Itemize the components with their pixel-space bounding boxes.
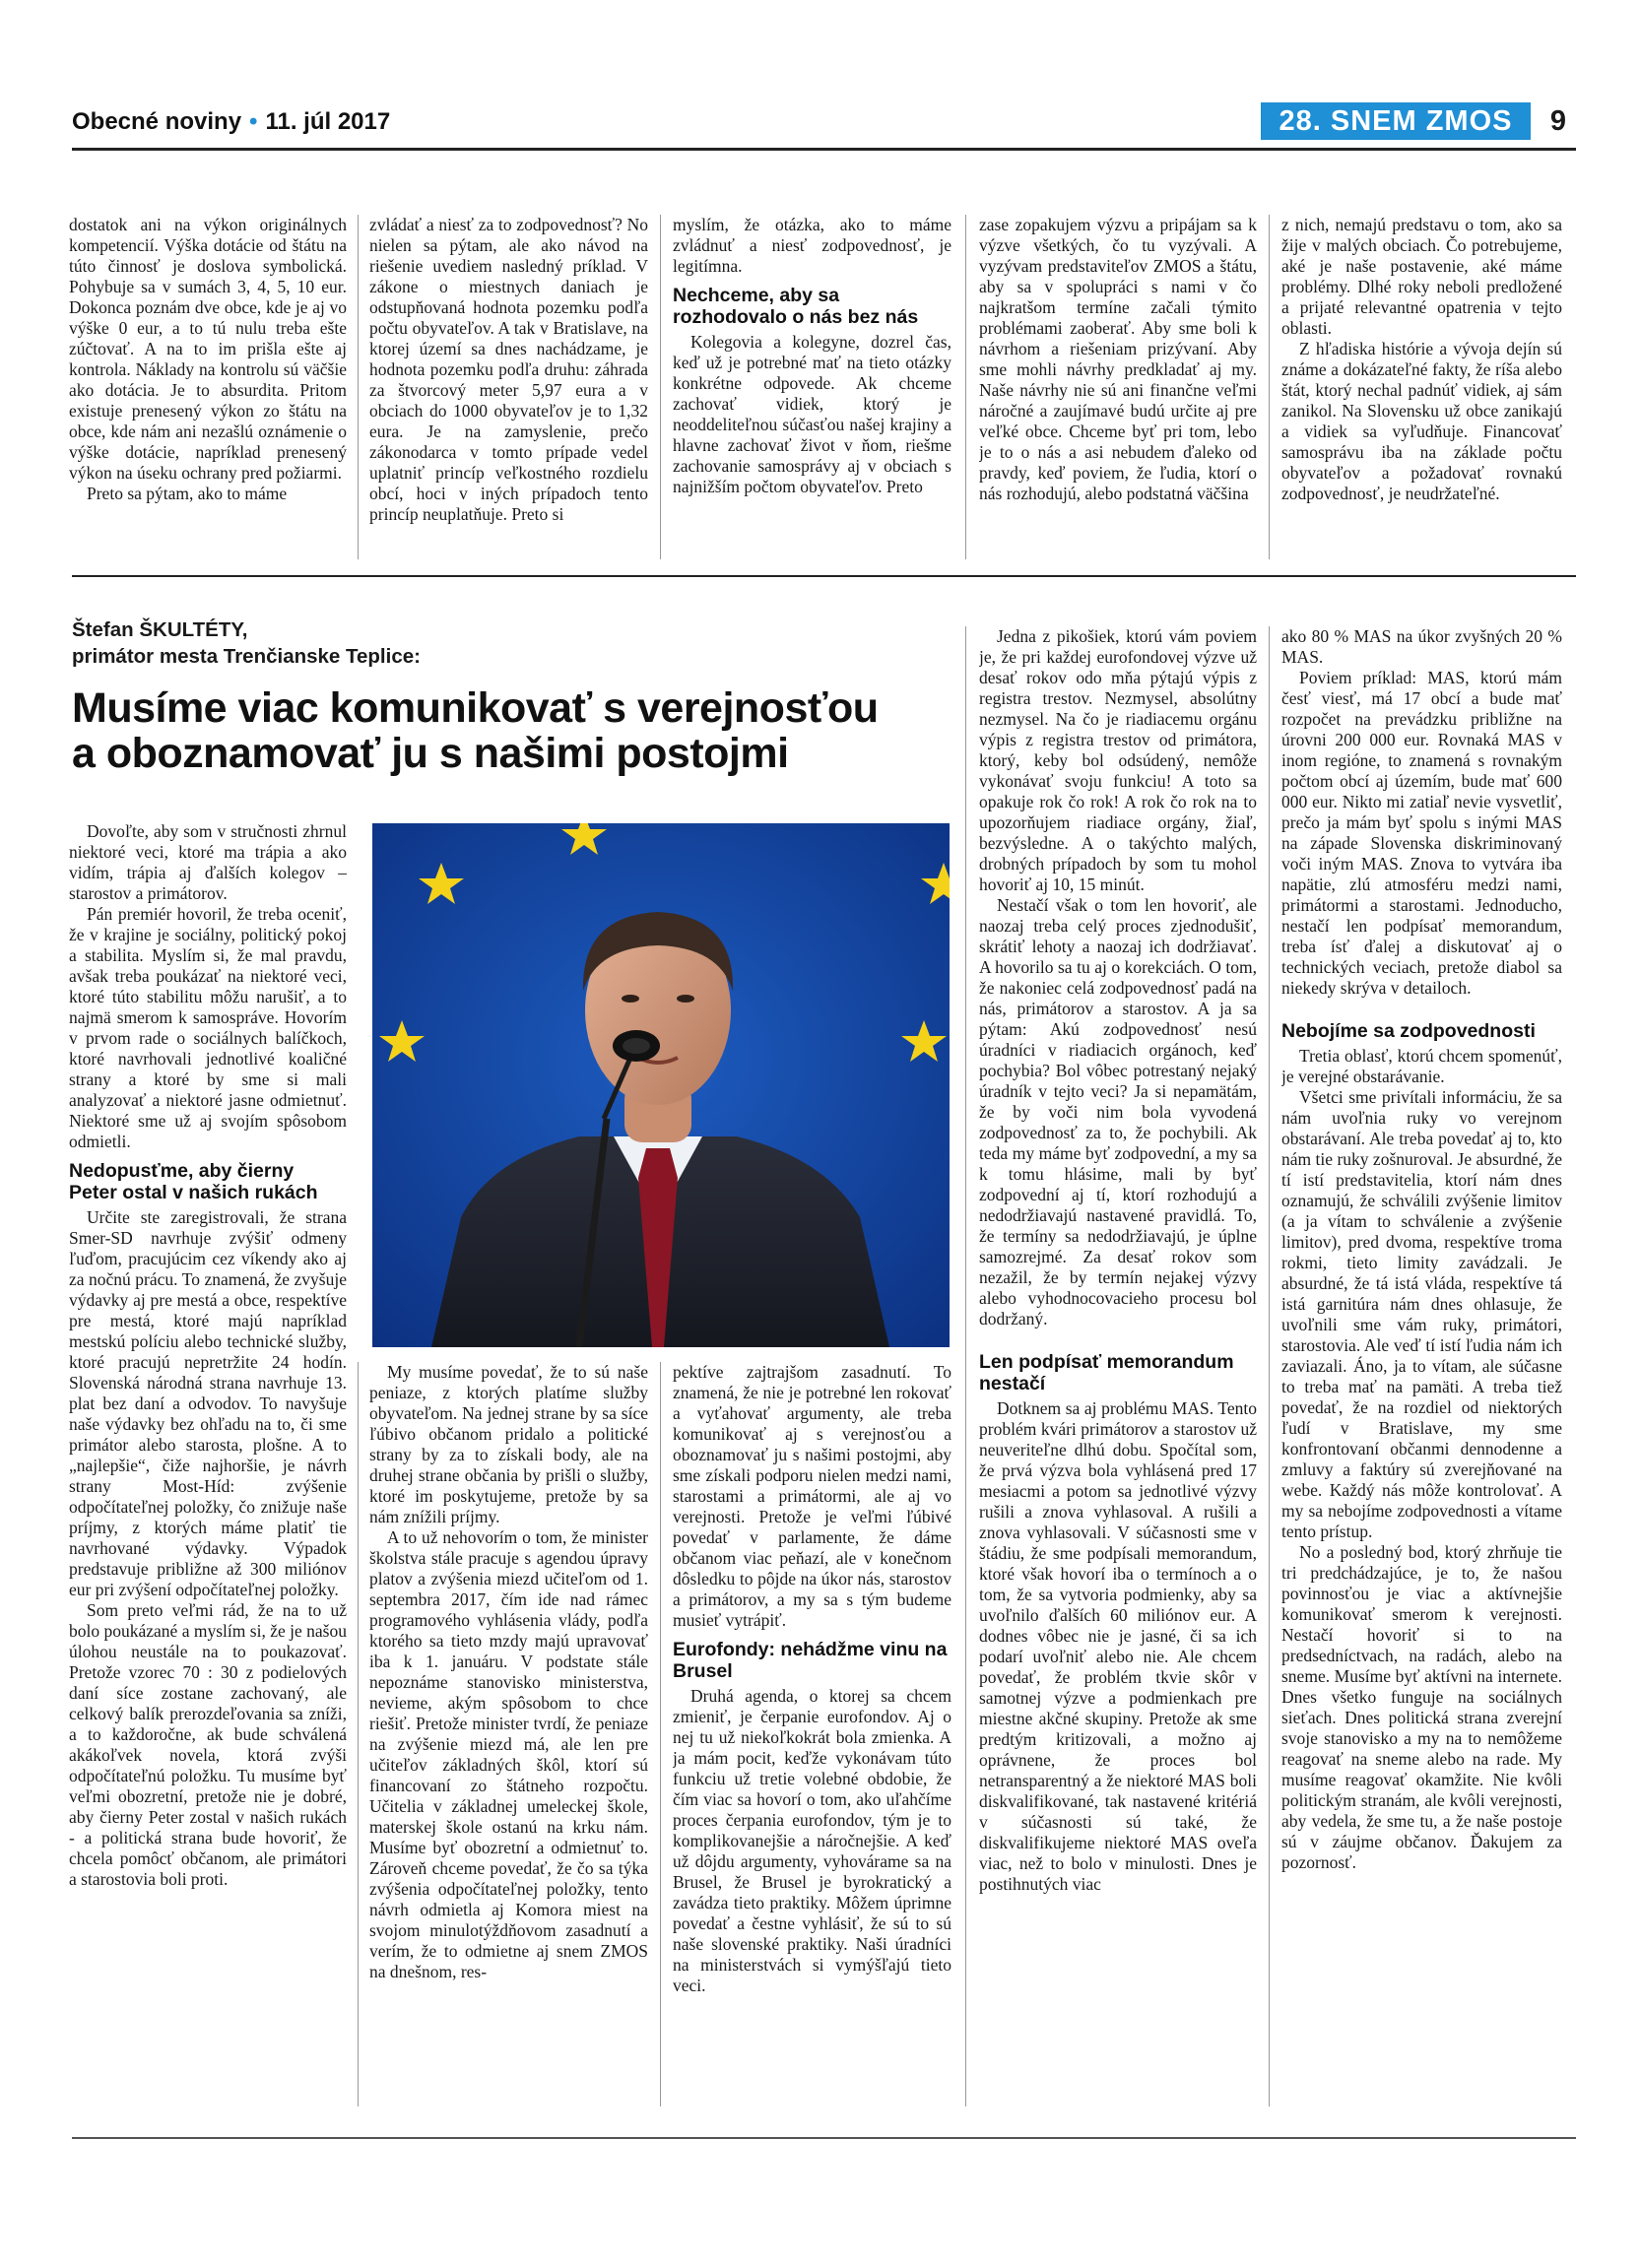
paragraph: Z hľadiska histórie a vývoja dejín sú známe a dokázateľné fakty, že ríša alebo štát, ktorý nechal padnúť vidiek, aj sám zanikol. Na Slovensku už obce zanikajú a vidiek sa vyľudňuje. Financovať samosprávu iba na základe počtu obyvateľov a požadovať rovnakú zodpovednosť, je neudržateľné.: [1281, 339, 1562, 503]
top-article-column-4: [979, 215, 1257, 559]
paragraph: Preto sa pýtam, ako to máme: [87, 484, 288, 503]
paragraph: Som preto veľmi rád, že na to už bolo poukázané a myslím si, že je našou úlohou neustále na to poukazovať. Pretože vzorec 70 : 30 z podielových daní síce zostane zachovaný, ale celkový balík prerozdeľovania sa zníži, a to každoročne, ak bude schválená akákoľvek novela, ktorá zvýši odpočítateľnú položku. Tu musíme byť veľmi obozretní, pretože nie je dobré, aby čierny Peter zostal v našich rukách - a politická strana bude hovoriť, že chcela pomôcť občanom, ale primátori a starostovia boli proti.: [69, 1600, 347, 1889]
headline-line: a oboznamovať ju s našimi postojmi: [72, 730, 789, 777]
header-rule: [72, 148, 1576, 151]
paragraph: myslím, že otázka, ako to máme zvládnuť a niesť zodpovednosť, je legitímna.: [673, 215, 951, 276]
paragraph: dostatok ani na výkon originálnych kompetencií. Výška dotácie od štátu na túto činnosť je doslova symbolická. Pohybuje sa v sumách 3, 4, 5, 10 eur. Dokonca poznám dve obce, kde je aj vo výške 0 eur, a to tú nulu treba ešte zúčtovať. A na to im prišla ešte aj kontrola. Náklady na kontrolu sú väčšie ako dotácia. Je to absurdita. Pritom existuje prenesený výkon zo štátu na obce, kde nám ani nezašlú oznámenie o výške dotácie, napríklad prenesený výkon na úseku ochrany pred požiarmi.: [69, 215, 347, 483]
newspaper-header: [72, 108, 390, 136]
top-article-column-3: [673, 215, 951, 559]
column-divider: [1269, 215, 1270, 559]
section-label: 28. SNEM ZMOS: [1261, 102, 1531, 140]
paragraph: Všetci sme privítali informáciu, že sa nám uvoľnia ruky vo verejnom obstarávaní. Ale treba povedať aj to, kto nám tie ruky zošnuroval. Je absurdné, že tí istí predstavitelia, ktorí nám dnes oznamujú, že schválili zvýšenie limitov (a ja vítam to schválenie a zvýšenie limitov), pred dvoma, respektíve troma rokmi, tieto limity zavádzali. Je absurdné, že tá istá vláda, respektíve tá istá garnitúra nám dnes ohlasuje, že uvoľnili sme vám ruky, primátori, starostovia. Ale veď tí istí ľudia nám ich zaviazali. Áno, ja to vítam, ale súčasne to treba mať na pamäti. A treba tiež povedať, že na rozdiel od niektorých ľudí v Bratislave, my sme konfrontovaní občanmi dennodenne a zmluvy a faktúry sú zverejňované na webe. Každý nás môže kontrolovať. A my sa nebojíme zodpovednosti a vítame tento prístup.: [1281, 1087, 1562, 1541]
article-column-4: [979, 626, 1257, 2106]
paragraph: My musíme povedať, že to sú naše peniaze, z ktorých platíme služby obyvateľom. Na jednej strane by sa síce ľúbivo občanom pridalo a politické strany by za to získali body, ale na druhej strane občania by prišli o služby, ktoré im poskytujeme, pretože by sa nám znížili príjmy.: [369, 1362, 648, 1526]
paragraph: zvládať a niesť za to zodpovednosť? No nielen sa pýtam, ale ako návod na riešenie uvediem nasledný príklad. V zákone o miestnych daniach je odstupňovaná hodnota pozemku podľa počtu obyvateľov. A tak v Bratislave, na ktorej území sa dnes nachádzame, je hodnota pozemku podľa druhu: záhrada za štvorcový meter 5,97 eura a v obciach do 1000 obyvateľov je to 1,32 eura. Je na zamyslenie, prečo zákonodarca v tomto prípade vedel uplatniť princíp veľkostného rozdielu obcí, hoci v iných prípadoch tento princíp neuplatňuje. Preto si: [369, 215, 648, 524]
paragraph: Dovoľte, aby som v stručnosti zhrnul niektoré veci, ktoré ma trápia a ako vidím, trápia aj ďalších kolegov – starostov a primátorov.: [69, 821, 347, 903]
paragraph: z nich, nemajú predstavu o tom, ako sa žije v malých obciach. Čo potrebujeme, aké je naše postavenie, aké máme problémy. Dlhé roky neboli predložené a prijaté relevantné opatrenia v tejto oblasti.: [1281, 215, 1562, 338]
paragraph: Kolegovia a kolegyne, dozrel čas, keď už je potrebné mať na tieto otázky konkrétne odpovede. Ak chceme zachovať vidiek, ktorý je neoddeliteľnou súčasťou našej krajiny a hlavne zachovať život v ňom, riešme zachovanie samosprávy aj v obciach s najnižším počtom obyvateľov. Preto: [673, 332, 951, 496]
column-divider: [358, 215, 359, 559]
paragraph: Určite ste zaregistrovali, že strana Smer-SD navrhuje zvýšiť odmeny ľuďom, pracujúcim cez víkendy ako aj za nočnú prácu. To znamená, že zvyšuje výdavky aj pre mestá a obce, respektíve pre mestá, ktoré majú napríklad mestskú políciu alebo technické služby, ktoré pracujú nepretržite 24 hodín. Slovenská národná strana navrhuje 13. plat bez daní a odvodov. To navyšuje naše výdavky bez ohľadu na to, či sme primátor alebo starosta, plošne. A to „najlepšie“, čiže najhoršie, je návrh strany Most-Híd: zvýšenie odpočítateľnej položky, čo znižuje naše príjmy, z ktorých máme platiť tie navrhované výdavky. Výpadok predstavuje približne až 300 miliónov eur pri zvýšení odpočítateľnej položky.: [69, 1207, 347, 1599]
paragraph: A to už nehovorím o tom, že minister školstva stále pracuje s agendou úpravy platov a zvýšenia miezd učiteľom od 1. septembra 2017, čím ide nad rámec programového vyhlásenia vlády, podľa ktorého sa tieto mzdy majú upravovať iba k 1. januáru. V podstate stále nepoznáme stanovisko ministerstva, nevieme, akým spôsobom to chce riešiť. Pretože minister tvrdí, že peniaze na zvýšenie miezd má, ale len pre učiteľov základných škôl, ktorí sú financovaní zo štátneho rozpočtu. Učitelia v základnej umeleckej škole, materskej škole ostanú na krku nám. Musíme byť obozretní a odmietnuť to. Zároveň chceme povedať, že čo sa týka zvýšenia odpočítateľnej položky, tento návrh odmietla aj Komora miest na svojom minulotýždňovom zasadnutí a verím, že to odmietne aj snem ZMOS na dnešnom, res-: [369, 1527, 648, 1981]
column-divider: [660, 1362, 661, 2106]
article-headline: [72, 685, 958, 776]
subheading: Nebojíme sa zodpovednosti: [1281, 1020, 1536, 1042]
column-divider: [965, 215, 966, 559]
paragraph: Nestačí však o tom len hovoriť, ale naozaj treba celý proces zjednodušiť, skrátiť lehoty a naozaj ich dodržiavať. A hovorilo sa tu aj o korekciách. O tom, že nakoniec celá zodpovednosť padá na nás, primátorov a starostov. A ja sa pýtam: Akú zodpovednosť nesú úradníci v riadiacich orgánoch, keď pochybia? Bol vôbec potrestaný nejaký úradník v tejto veci? Ja si nepamätám, že by voči nim bola vyvodená zodpovednosť za to, že pochybili. Ak teda my máme byť zodpovední, a my sa k tomu hlásime, mali by byť zodpovední aj tí, ktorí rozhodujú a nedodržiavajú nastavené pravidlá. To, že termíny sa nedodržiavajú, je úplne samozrejmé. Za desať rokov som nezažil, že by termín nejakej výzvy alebo vyhodnocovacieho procesu bol dodržaný.: [979, 895, 1257, 1328]
column-divider: [1269, 626, 1270, 2106]
author-name: Štefan ŠKULTÉTY,: [72, 618, 248, 641]
paragraph: Jedna z pikošiek, ktorú vám poviem je, že pri každej eurofondovej výzve už desať rokov odo mňa pýtajú výpis z registra trestov. Nezmysel, absolútny nezmysel. Na čo je riadiacemu orgánu výpis z registra trestov od primátora, ktorý, keby bol odsúdený, nemôže vykonávať svoju funkciu! A toto sa opakuje rok čo rok! A rok čo rok na to upozorňujem riadiace orgány, žiaľ, bezvýsledne. A o takýchto malých, drobných prípadoch by som tu mohol hovoriť aj 10, 15 minút.: [979, 626, 1257, 894]
paragraph: ako 80 % MAS na úkor zvyšných 20 % MAS.: [1281, 626, 1562, 667]
paragraph: Pán premiér hovoril, že treba oceniť, že v krajine je sociálny, politický pokoj a stabilita. Myslím si, že mal pravdu, avšak treba poukázať na niektoré veci, ktoré túto stabilitu môžu narušiť, a to najmä smerom k samospráve. Hovorím v prvom rade o sociálnych balíčkoch, ktoré navrhovali jednotlivé koaličné strany a ktoré by sme si mali analyzovať a niektoré jasne odmietnuť. Niektoré sme už aj svojím spôsobom odmietli.: [69, 904, 347, 1151]
article-divider: [72, 575, 1576, 577]
speaker-photo: [372, 823, 950, 1347]
top-article-column-2: [369, 215, 648, 559]
paragraph: No a posledný bod, ktorý zhrňuje tie tri predchádzajúce, je to, že našou povinnosťou je viac a aktívnejšie komunikovať smerom k verejnosti. Nestačí hovoriť si to na predsedníctvach, na radách, alebo na sneme. Musíme byť aktívni na internete. Dnes všetko funguje na sociálnych sieťach. Dnes politická strana zverejní svoje stanovisko a my na to nemôžeme reagovať na sneme alebo na rade. My musíme reagovať okamžite. Nie kvôli politickým stranám, ale kvôli verejnosti, aby vedela, že sme tu, a že naše postoje sú v záujme občanov. Ďakujem za pozornosť.: [1281, 1542, 1562, 1872]
article-column-5: [1281, 626, 1562, 2106]
author-byline: [72, 616, 958, 670]
column-divider: [965, 626, 966, 2106]
author-role: primátor mesta Trenčianske Teplice:: [72, 645, 421, 668]
footer-rule: [72, 2137, 1576, 2139]
subheading: Len podpísať memorandum nestačí: [979, 1351, 1234, 1394]
paragraph: Druhá agenda, o ktorej sa chcem zmieniť, je čerpanie eurofondov. Aj o nej tu už niekoľkokrát bola zmienka. A ja mám pocit, keďže vykonávam túto funkciu už tretie volebné obdobie, že čím viac sa hovorí o tom, ako uľahčíme proces čerpania eurofondov, tým je to komplikovanejšie a náročnejšie. A keď už dôjdu argumenty, vyhovárame sa na Brusel, že Brusel je byrokratický a zavádza tieto praktiky. Môžem úprimne povedať a čestne vyhlásiť, že sú to sú naše slovenské praktiky. Naši úradníci na ministerstvách si vymýšľajú tieto veci.: [673, 1686, 951, 1995]
article-column-1: [69, 821, 347, 2106]
page-number: 9: [1549, 105, 1567, 137]
headline-line: Musíme viac komunikovať s verejnosťou: [72, 684, 879, 732]
paper-name: Obecné noviny: [72, 108, 242, 135]
header-separator: •: [249, 108, 258, 135]
column-divider: [660, 215, 661, 559]
paragraph: Dotknem sa aj problému MAS. Tento problém kvári primátorov a starostov už neuveriteľne dlhú dobu. Spočítal som, že prvá výzva bola vyhlásená pred 17 mesiacmi a potom sa jednotlivé výzvy rušili a znova vyhlasoval. A rušili a znova vyhlasovali. V súčasnosti sme v štádiu, že sme podpísali memorandum, ktoré však hovorí iba o termínoch a o tom, že sa vytvoria podmienky, aby sa uvoľnilo ďalších 60 miliónov eur. A dodnes vôbec nie je jasné, či sa ich podarí uvoľniť alebo nie. Ale chcem povedať, že problém tkvie skôr v samotnej výzve a podmienkach pre miestne akčné skupiny. Pretože ak sme predtým kritizovali, a možno aj oprávnene, že proces bol netransparentný a že niektoré MAS boli diskvalifikované, tak nastavené kritériá v súčasnosti sú také, že diskvalifikujeme niektoré MAS oveľa viac, než to bolo v minulosti. Dnes je postihnutých viac: [979, 1398, 1257, 1894]
paragraph: zase zopakujem výzvu a pripájam sa k výzve všetkých, čo tu vyzývali. A vyzývam predstaviteľov ZMOS a štátu, aby sa v spolupráci s nami v čo najkratšom termíne začali týmito problémami zaoberať. Aby sme boli k návrhom a riešeniam prizývaní. Aby sme mohli návrhy predkladať aj my. Naše návrhy nie sú ani finančne veľmi náročné a zaujímavé budú určite aj pre veľké obce. Chceme byť pri tom, lebo je to o nás a asi nebudem ďaleko od pravdy, keď poviem, že ľudia, ktorí o nás rozhodujú, alebo podstatná väčšina: [979, 215, 1257, 503]
column-divider: [358, 1362, 359, 2106]
subheading: Nedopusťme, aby čierny Peter ostal v našich rukách: [69, 1160, 318, 1203]
paragraph: Tretia oblasť, ktorú chcem spomenúť, je verejné obstarávanie.: [1281, 1046, 1562, 1086]
subheading: Nechceme, aby sa rozhodovalo o nás bez nás: [673, 285, 919, 328]
article-column-2: [369, 1362, 648, 2106]
subheading: Eurofondy: nehádžme vinu na Brusel: [673, 1639, 948, 1682]
paragraph: pektíve zajtrajšom zasadnutí. To znamená, že nie je potrebné len rokovať a vyťahovať argumenty, ale treba komunikovať aj s verejnosťou a oboznamovať ju s našimi postojmi, aby sme získali podporu nielen medzi nami, starostami a primátormi, ale aj vo verejnosti. Pretože je veľmi ľúbivé povedať v parlamente, že dáme občanom viac peňazí, ale v konečnom dôsledku to pôjde na úkor nás, starostov a primátorov, a my sa s tým budeme musieť vytrápiť.: [673, 1362, 951, 1630]
top-article-column-5: [1281, 215, 1562, 559]
paragraph: Poviem príklad: MAS, ktorú mám česť viesť, má 17 obcí a bude mať rozpočet na prevádzku približne na úrovni 200 000 eur. Rovnaká MAS v inom regióne, to znamená s rovnakým počtom obcí aj územím, bude mať 600 000 eur. Nikto mi zatiaľ nevie vysvetliť, prečo ja mám byť spolu s inými MAS na západe Slovenska diskriminovaný voči iným MAS. Znova to vytvára iba napätie, zlú atmosféru medzi nami, primátormi a starostami. Jednoducho, nestačí len podpísať memorandum, treba ísť ďalej a diskutovať aj o technických veciach, pretože diabol sa niekedy skrýva v detailoch.: [1281, 668, 1562, 998]
issue-date: 11. júl 2017: [265, 108, 391, 135]
top-article-column-1: [69, 215, 347, 559]
article-column-3: [673, 1362, 951, 2106]
